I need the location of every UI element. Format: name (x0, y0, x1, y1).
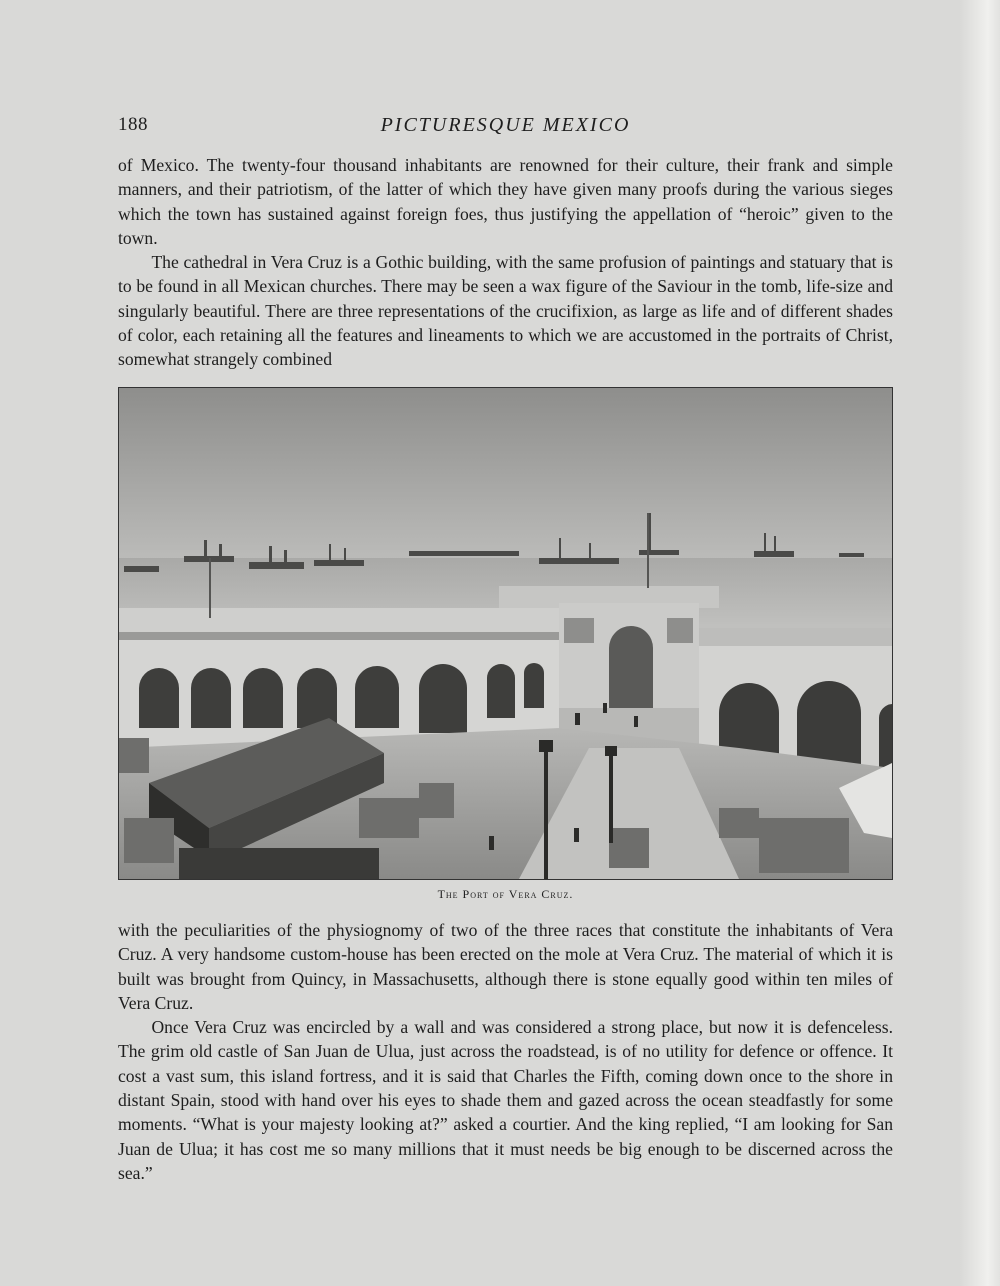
paragraph: The cathedral in Vera Cruz is a Gothic building, with the same profusion of paintings and statuary that is to be found in all Mexican churches. There may be seen a wax figure of the Saviour in the tomb, life-size and singularly beautiful. There are three representations of the crucifixion, as large as life and of different shades of color, each retaining all the features and lineaments to which we are accustomed in the portraits of Christ, somewhat strangely combined (118, 252, 893, 370)
page-edge (960, 0, 1000, 1286)
bottom-text-block (118, 918, 893, 1185)
paragraph: with the peculiarities of the physiognomy of two of the three races that constitute the inhabitants of Vera Cruz. A very handsome custom-house has been erected on the mole at Vera Cruz. The material of which it is built was brought from Quincy, in Massachusetts, although there is stone equally good within ten miles of Vera Cruz. (118, 920, 893, 1013)
photo-plate (118, 387, 893, 880)
port-photograph (119, 388, 892, 879)
figure-caption: The Port of Vera Cruz. (437, 887, 574, 901)
paragraph: of Mexico. The twenty-four thousand inhabitants are renowned for their culture, their frank and simple manners, and their patriotism, of the latter of which they have given many proofs during the various sieges which the town has sustained against foreign foes, thus justifying the appellation of “heroic” given to the town. (118, 155, 893, 248)
top-text-block (118, 153, 893, 372)
page-header (118, 114, 893, 144)
page-number: 188 (118, 114, 148, 135)
running-title: PICTURESQUE MEXICO (380, 114, 631, 136)
paragraph: Once Vera Cruz was encircled by a wall and was considered a strong place, but now it is defenceless. The grim old castle of San Juan de Ulua, just across the roadstead, is of no utility for defence or offence. It cost a vast sum, this island fortress, and it is said that Charles the Fifth, coming down once to the shore in distant Spain, stood with hand over his eyes to shade them and gazed across the ocean steadfastly for some moments. “What is your majesty looking at?” asked a courtier. And the king replied, “I am looking for San Juan de Ulua; it has cost me so many millions that it must needs be big enough to be discerned across the sea.” (118, 1017, 893, 1183)
